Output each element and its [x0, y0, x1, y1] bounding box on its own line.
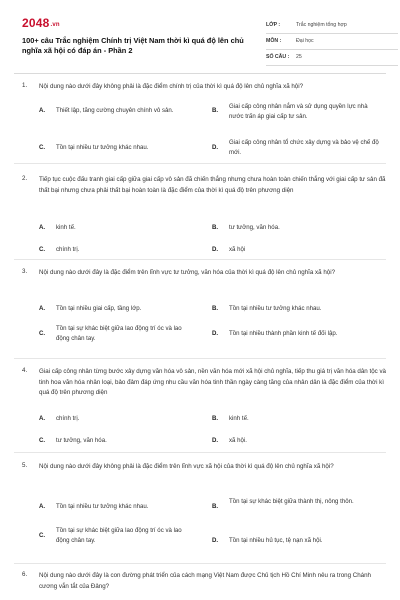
- option-label: A.: [39, 107, 46, 114]
- question-text: Giai cấp công nhân từng bước xây dựng văn hóa vô sản, nền văn hóa mới xã hội chủ nghĩa, tiếp thu giá trị văn hóa dân tộc và tinh hoa văn hóa nhân loại, bảo đảm đáp ứng nhu cầu văn hóa tinh thần ngày càng tăng của nhân dân là đặc điểm của thời kì quá độ trên phương diện: [39, 368, 386, 396]
- option-text: kinh tế.: [229, 415, 249, 422]
- option-text: Tồn tại nhiều giai cấp, tầng lớp.: [56, 305, 142, 312]
- logo-suffix: .vn: [50, 22, 60, 28]
- option-label: A.: [39, 503, 46, 510]
- option-text: Giai cấp công nhân tổ chức xây dựng và bảo vệ chế độ mới.: [229, 139, 379, 156]
- option-text: chính trị.: [56, 246, 80, 253]
- header-divider: [14, 73, 386, 74]
- option-text: chính trị.: [56, 415, 80, 422]
- option-label: D.: [212, 330, 219, 337]
- option-text: Tồn tại sự khác biệt giữa thành thị, nông thôn.: [229, 498, 354, 505]
- question-text: Nội dung nào dưới đây không phải là đặc điểm trên lĩnh vực xã hội của thời kì quá độ lên chủ nghĩa xã hội?: [39, 463, 334, 470]
- option-text: Tồn tại nhiều tư tưởng khác nhau.: [56, 503, 149, 510]
- info-value: Đại học: [296, 38, 314, 44]
- info-row-subject: [266, 34, 398, 50]
- question-number: 6.: [22, 571, 28, 578]
- option-label: D.: [212, 437, 219, 444]
- question-number: 1.: [22, 82, 28, 89]
- option-text: Tồn tại nhiều tư tưởng khác nhau.: [56, 144, 149, 151]
- question-divider: [14, 259, 386, 260]
- option-text: xã hội.: [229, 437, 247, 444]
- option-label: A.: [39, 224, 46, 231]
- question-number: 5.: [22, 462, 28, 469]
- question-number: 3.: [22, 268, 28, 275]
- info-key: MÔN :: [266, 38, 282, 44]
- option-label: C.: [39, 532, 46, 539]
- question-divider: [14, 452, 386, 453]
- option-label: C.: [39, 437, 46, 444]
- question-text: Nội dung nào dưới đây là đặc điểm trên lĩnh vực tư tưởng, văn hóa của thời kì quá độ lên chủ nghĩa xã hội?: [39, 269, 336, 276]
- option-label: D.: [212, 246, 219, 253]
- document-header: [14, 10, 386, 72]
- info-row-count: [266, 50, 398, 66]
- question-number: 4.: [22, 367, 28, 374]
- option-label: A.: [39, 415, 46, 422]
- site-logo[interactable]: [22, 16, 60, 30]
- option-label: B.: [212, 224, 219, 231]
- option-label: B.: [212, 107, 219, 114]
- option-label: C.: [39, 330, 46, 337]
- option-label: C.: [39, 144, 46, 151]
- info-key: SỐ CÂU :: [266, 54, 290, 60]
- question-divider: [14, 163, 386, 164]
- option-text: Thiết lập, tăng cường chuyên chính vô sản.: [56, 107, 174, 114]
- option-text: Tồn tại nhiều tư tưởng khác nhau.: [229, 305, 322, 312]
- question-text: Nội dung nào dưới đây là con đường phát triển của cách mạng Việt Nam được Chủ tịch Hồ Chí Minh nêu ra trong Chánh cương vắn tắt của Đảng?: [39, 572, 371, 590]
- option-label: D.: [212, 144, 219, 151]
- option-text: xã hội: [229, 246, 246, 253]
- question-number: 2.: [22, 175, 28, 182]
- question-text: Nội dung nào dưới đây không phải là đặc điểm chính trị của thời kì quá độ lên chủ nghĩa xã hội?: [39, 83, 304, 90]
- option-label: B.: [212, 305, 219, 312]
- option-text: Tồn tại sự khác biệt giữa lao động trí óc và lao động chân tay.: [56, 325, 182, 342]
- option-text: tư tưởng, văn hóa.: [56, 437, 107, 444]
- option-label: B.: [212, 503, 219, 510]
- info-table: [266, 18, 398, 66]
- info-key: LỚP :: [266, 22, 281, 28]
- option-text: kinh tế.: [56, 224, 76, 231]
- option-text: Giai cấp công nhân nắm và sử dụng quyền lực nhà nước trấn áp giai cấp tư sản.: [229, 103, 368, 120]
- option-text: tư tưởng, văn hóa.: [229, 224, 280, 231]
- option-label: C.: [39, 246, 46, 253]
- question-text: Tiếp tục cuộc đấu tranh giai cấp giữa giai cấp vô sản đã chiến thắng nhưng chưa hoàn toàn chiến thắng với giai cấp tư sản đã thất bại nhưng chưa phải thất bại hoàn toàn là đặc điểm của thời kì quá độ trên phương diện: [39, 176, 386, 194]
- info-value: 25: [296, 54, 302, 60]
- option-text: Tồn tại sự khác biệt giữa lao động trí óc và lao động chân tay.: [56, 527, 182, 544]
- question-divider: [14, 563, 386, 564]
- question-divider: [14, 358, 386, 359]
- info-row-class: [266, 18, 398, 34]
- option-label: A.: [39, 305, 46, 312]
- option-label: D.: [212, 537, 219, 544]
- option-label: B.: [212, 415, 219, 422]
- option-text: Tồn tại nhiều hủ tục, tệ nạn xã hội.: [229, 537, 323, 544]
- info-value: Trắc nghiệm tổng hợp: [296, 22, 347, 28]
- option-text: Tồn tại nhiều thành phần kinh tế đối lập.: [229, 330, 338, 337]
- page-title: 100+ câu Trắc nghiệm Chính trị Việt Nam thời kì quá độ lên chủ nghĩa xã hội có đáp án - Phần 2: [22, 36, 244, 55]
- logo-text: 2048: [22, 16, 50, 30]
